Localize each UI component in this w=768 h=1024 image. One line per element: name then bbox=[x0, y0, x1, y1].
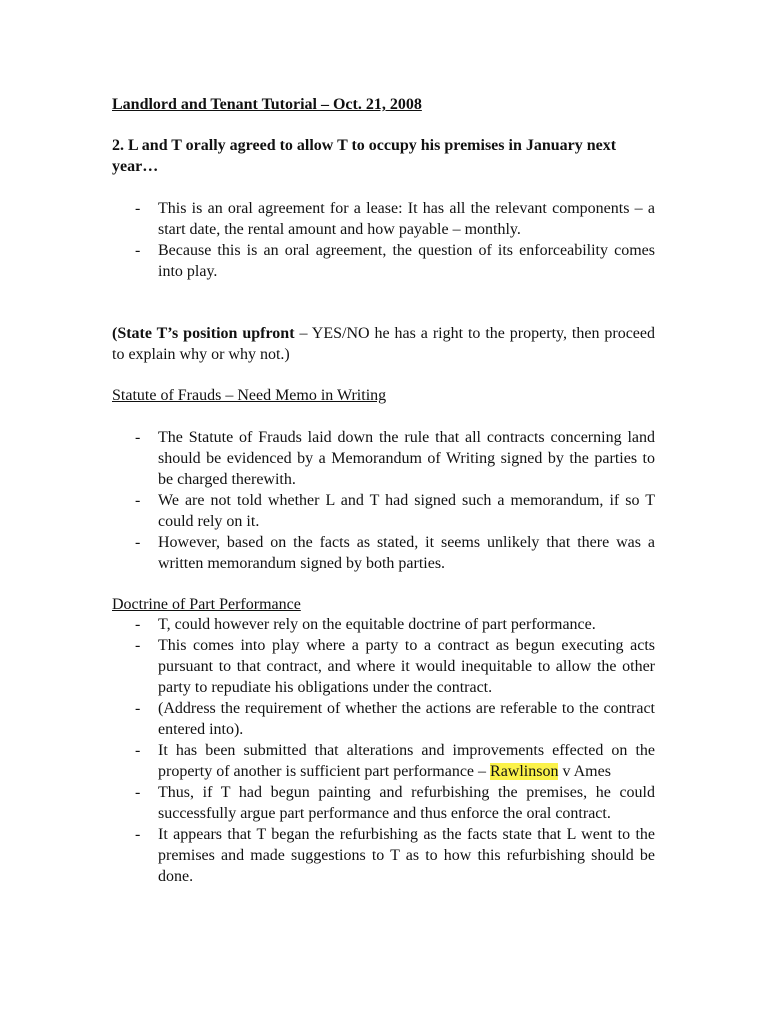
dash-bullet: - bbox=[135, 616, 141, 633]
section-heading-statute-of-frauds: Statute of Frauds – Need Memo in Writing bbox=[112, 387, 387, 404]
list-item bbox=[112, 427, 655, 490]
list-item bbox=[112, 635, 655, 698]
list-item-text: The Statute of Frauds laid down the rule that all contracts concerning land should be evidenced by a Memorandum of Writing signed by the parties to be charged therewith. bbox=[158, 429, 655, 488]
dash-bullet: - bbox=[135, 200, 141, 217]
dash-bullet: - bbox=[135, 784, 141, 801]
dash-bullet: - bbox=[135, 429, 141, 446]
list-item-text: This comes into play where a party to a contract as begun executing acts pursuant to that contract, and where it would inequitable to allow the other party to repudiate his obligations under the contract. bbox=[158, 637, 655, 696]
question-heading: 2. L and T orally agreed to allow T to occupy his premises in January next year… bbox=[112, 137, 617, 175]
position-note bbox=[112, 323, 655, 365]
list-item-text: T, could however rely on the equitable doctrine of part performance. bbox=[158, 616, 596, 633]
list-item-text: Because this is an oral agreement, the question of its enforceability comes into play. bbox=[158, 242, 655, 280]
intro-bullet-list bbox=[112, 198, 655, 282]
part-performance-bullet-list bbox=[112, 614, 655, 887]
list-item-case-citation bbox=[112, 740, 655, 782]
list-item-text: This is an oral agreement for a lease: It has all the relevant components – a start date, the rental amount and how payable – monthly. bbox=[158, 200, 655, 238]
document-title: Landlord and Tenant Tutorial – Oct. 21, 2008 bbox=[112, 96, 422, 113]
list-item-text: (Address the requirement of whether the actions are referable to the contract entered into). bbox=[158, 700, 655, 738]
list-item bbox=[112, 198, 655, 240]
section-heading-part-performance: Doctrine of Part Performance bbox=[112, 596, 301, 613]
dash-bullet: - bbox=[135, 242, 141, 259]
dash-bullet: - bbox=[135, 700, 141, 717]
list-item bbox=[112, 614, 655, 635]
dash-bullet: - bbox=[135, 826, 141, 843]
dash-bullet: - bbox=[135, 637, 141, 654]
list-item bbox=[112, 490, 655, 532]
list-item bbox=[112, 698, 655, 740]
position-note-text: – YES/NO he has a right to the property, then proceed to explain why or why not.) bbox=[112, 325, 656, 363]
list-item bbox=[112, 824, 655, 887]
dash-bullet: - bbox=[135, 534, 141, 551]
dash-bullet: - bbox=[135, 492, 141, 509]
list-item-text: v Ames bbox=[558, 763, 611, 780]
highlighted-case-name: Rawlinson bbox=[490, 763, 559, 780]
position-note-lead: (State T’s position upfront bbox=[112, 325, 295, 342]
list-item bbox=[112, 782, 655, 824]
statute-bullet-list bbox=[112, 427, 655, 574]
list-item-text: Thus, if T had begun painting and refurbishing the premises, he could successfully argue part performance and thus enforce the oral contract. bbox=[158, 784, 655, 822]
list-item-text: It has been submitted that alterations and improvements effected on the property of another is sufficient part performance – bbox=[158, 742, 655, 780]
list-item-text: It appears that T began the refurbishing as the facts state that L went to the premises and made suggestions to T as to how this refurbishing should be done. bbox=[158, 826, 655, 885]
list-item-text: However, based on the facts as stated, it seems unlikely that there was a written memorandum signed by both parties. bbox=[158, 534, 655, 572]
list-item-text: We are not told whether L and T had signed such a memorandum, if so T could rely on it. bbox=[158, 492, 655, 530]
list-item bbox=[112, 240, 655, 282]
dash-bullet: - bbox=[135, 742, 141, 759]
list-item bbox=[112, 532, 655, 574]
